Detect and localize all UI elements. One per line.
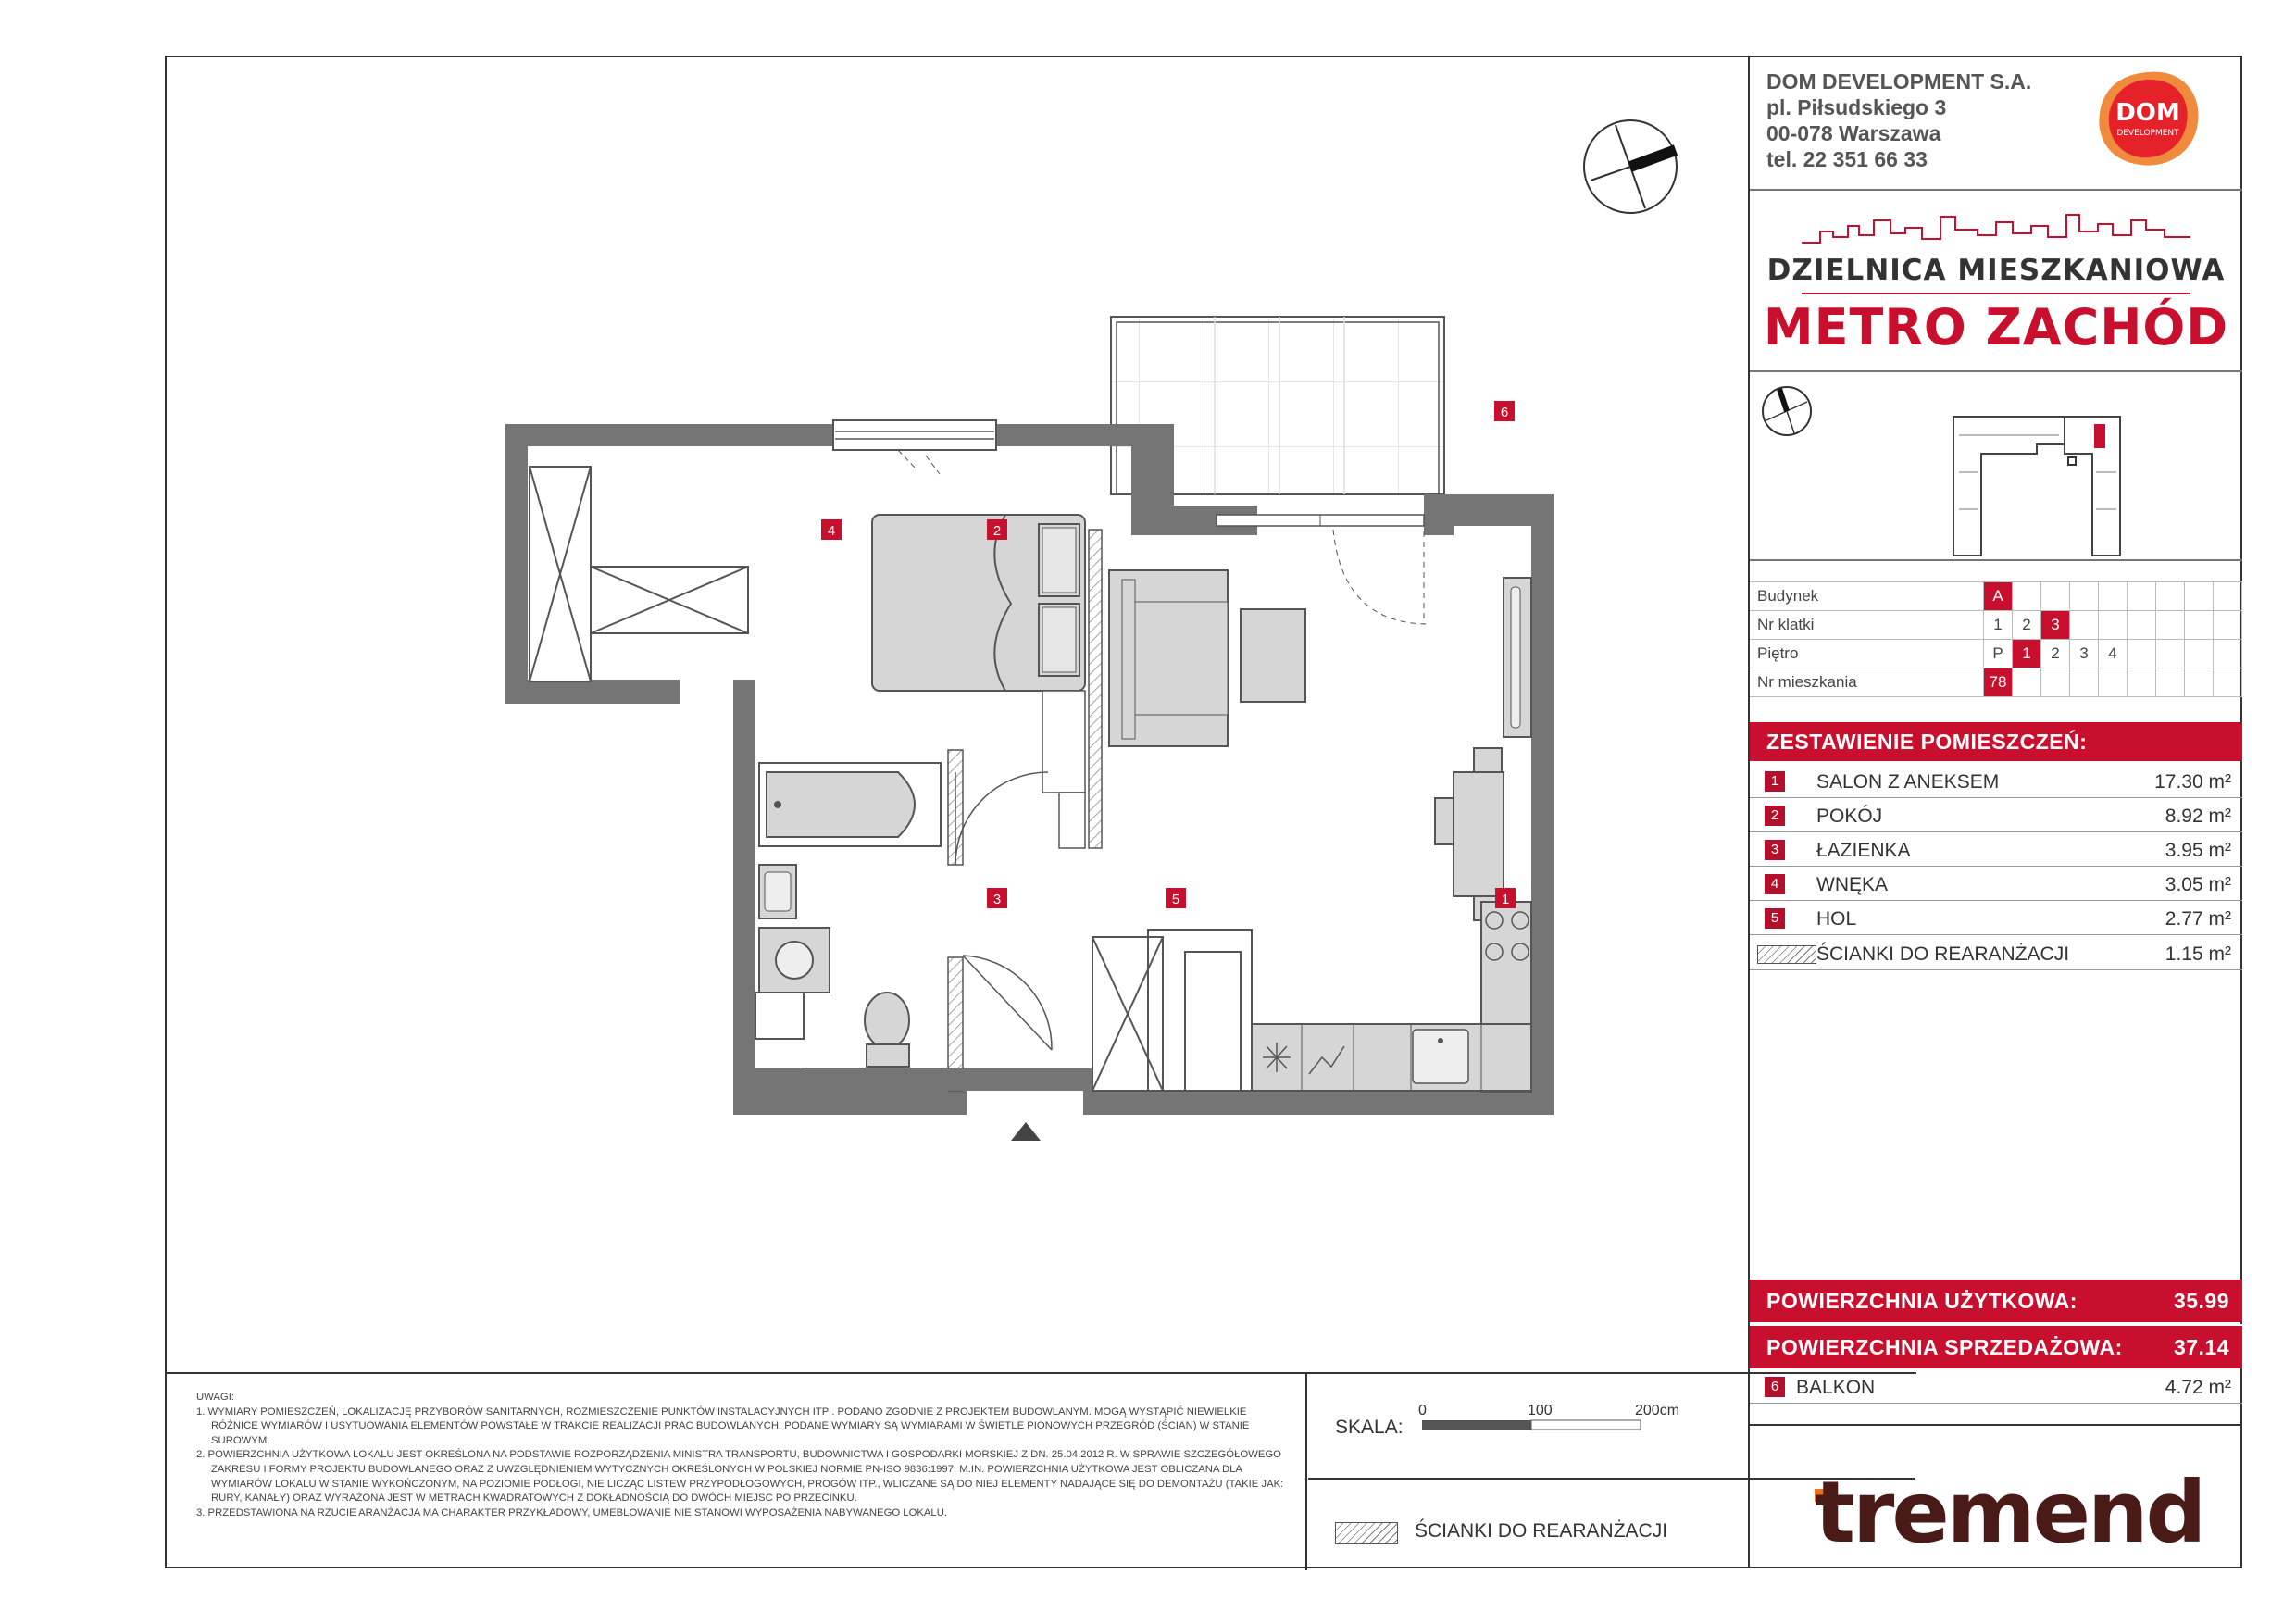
fridge-icon	[1263, 1043, 1291, 1072]
usable-value: 35.99	[2173, 1289, 2229, 1313]
balcony-name: BALKON	[1796, 1377, 1876, 1398]
usable-label: POWIERZCHNIA UŻYTKOWA:	[1766, 1289, 2078, 1313]
location-cell-empty	[2185, 668, 2214, 697]
tv-cabinet	[1504, 578, 1531, 737]
floor-plan	[167, 57, 1913, 1372]
bed	[872, 515, 1085, 691]
location-cell: P	[1984, 640, 2013, 668]
company-name: DOM DEVELOPMENT S.A.	[1766, 69, 2032, 94]
north-compass-icon	[1584, 120, 1677, 213]
wall-bottom-bath	[755, 1068, 1137, 1091]
location-cell-empty	[2214, 582, 2242, 611]
brand-underline	[1802, 293, 2190, 294]
location-row-label: Nr klatki	[1750, 611, 1984, 640]
location-cell: 3	[2041, 611, 2070, 640]
location-row	[1750, 582, 2242, 611]
info-panel	[1748, 56, 2242, 1568]
sink	[759, 865, 796, 918]
location-cell: 2	[2013, 611, 2041, 640]
location-cell: A	[1984, 582, 2013, 611]
room-name: HOL	[1816, 908, 1857, 930]
room-badge-label: 2	[992, 523, 1002, 539]
note-2: 2. POWIERZCHNIA UŻYTKOWA LOKALU JEST OKREŚLONA NA PODSTAWIE ROZPORZĄDZENIA MINISTRA TRANSPORTU, BUDOWNICTWA I GOSPODARKI MORSKIEJ Z DN. 25.04.2012 R. W SPRAWIE SZCZEGÓŁOWEGO ZAKRESU I FORMY PROJEKTU BUDOWLANEGO ORAZ Z UWZGLĘDNIENIEM WYTYCZNYCH OKREŚLONYCH W POLSKIEJ NORMIE PN-ISO 9836:1997, M.IN. POWIERZCHNIA UŻYTKOWA JEST OBLICZANA DLA WYMIARÓW LOKALU W STANIE WYKOŃCZONYM, NA POZIOMIE PODŁOGI, NIE LICZĄC LISTEW PRZYPODŁOGOWYCH, PROGÓW ITP., WLICZANE SĄ DO NIEJ ELEMENTY NADAJĄCE SIĘ DO DEMONTAŻU (TAKIE JAK: RURY, KANAŁY) ORAZ WYRAŻONA JEST W METRACH KWADRATOWYCH Z DOKŁADNOŚCIĄ DO DWÓCH MIEJSC PO PRZECINKU.	[196, 1449, 1284, 1505]
room-badge-label: 6	[1500, 405, 1509, 420]
location-row-label: Nr mieszkania	[1750, 668, 1984, 697]
room-row	[1750, 900, 2242, 935]
location-cell-empty	[2041, 668, 2070, 697]
room-number: 1	[1765, 771, 1785, 792]
room-badge-1	[1495, 888, 1516, 908]
location-row	[1750, 640, 2242, 668]
scale-tick-200: 200cm	[1635, 1403, 1680, 1418]
room-badge-label: 4	[827, 523, 836, 539]
location-cell-empty	[2099, 668, 2128, 697]
location-cell-empty	[2070, 582, 2099, 611]
location-cell-empty	[2099, 611, 2128, 640]
location-cell-empty	[2156, 611, 2185, 640]
balcony-row	[1750, 1368, 2242, 1404]
divider	[1750, 189, 2242, 191]
bathtub	[759, 763, 941, 846]
location-cell: 3	[2070, 640, 2099, 668]
location-cell-empty	[2185, 640, 2214, 668]
room-badge-label: 3	[992, 892, 1002, 907]
location-cell-empty	[2041, 582, 2070, 611]
tremend-logo: tremend	[1815, 1463, 2204, 1562]
room-row	[1750, 797, 2242, 832]
location-cell-empty	[2070, 611, 2099, 640]
location-cell-empty	[2013, 668, 2041, 697]
washing-machine	[759, 928, 830, 993]
location-cell-empty	[2156, 640, 2185, 668]
entrance-marker-icon	[1011, 1122, 1041, 1141]
room-name: POKÓJ	[1816, 806, 1883, 827]
company-street: pl. Piłsudskiego 3	[1766, 95, 1947, 119]
room-badge-2	[987, 519, 1007, 540]
divider	[1750, 1424, 2242, 1426]
project-line2: METRO ZACHÓD	[1763, 298, 2229, 356]
divider	[1750, 370, 2242, 372]
wardrobe	[530, 467, 748, 681]
room-badge-label: 5	[1171, 892, 1180, 907]
kitchen-sink-icon	[1413, 1030, 1468, 1083]
hall-wardrobe	[1092, 937, 1163, 1091]
room-row	[1750, 763, 2242, 798]
location-cell-empty	[2128, 611, 2156, 640]
company-city: 00-078 Warszawa	[1766, 121, 1941, 145]
location-cell-empty	[2156, 668, 2185, 697]
room-area: 17.30 m²	[2154, 771, 2231, 793]
room-badge-label: 1	[1501, 892, 1510, 907]
location-cell-empty	[2185, 582, 2214, 611]
key-plan	[1750, 380, 2242, 565]
logo-subtext: DEVELOPMENT	[2116, 129, 2179, 138]
location-cell: 4	[2099, 640, 2128, 668]
logo-text: DOM	[2115, 99, 2180, 127]
room-number: 3	[1765, 840, 1785, 860]
room-badge-5	[1166, 888, 1186, 908]
room-row	[1750, 866, 2242, 901]
room-row	[1750, 831, 2242, 867]
scale-tick-0: 0	[1418, 1403, 1427, 1418]
partition-area: 1.15 m²	[2165, 943, 2231, 965]
room-area: 2.77 m²	[2165, 908, 2231, 930]
location-cell-empty	[2128, 582, 2156, 611]
location-cell-empty	[2214, 668, 2242, 697]
hatch-swatch	[1757, 945, 1816, 964]
location-cell-empty	[2214, 611, 2242, 640]
skyline-icon	[1802, 209, 2190, 246]
location-row-label: Budynek	[1750, 582, 1984, 611]
location-row-label: Piętro	[1750, 640, 1984, 668]
note-1: 1. WYMIARY POMIESZCZEŃ, LOKALIZACJĘ PRZYBORÓW SANITARNYCH, ROZMIESZCZENIE PUNKTÓW INSTALACYJNYCH ITP . PODANO ZGODNIE Z PROJEKTEM BUDOWLANYM. MOGĄ WYSTĄPIĆ NIEWIELKIE RÓŻNICE WYMIARÓW I USYTUOWANIA ELEMENTÓW POWSTAŁE W TRAKCIE REALIZACJI PRAC BUDOWLANYCH. PODANE WYMIARY SĄ WYMIARAMI W ŚWIETLE PIONOWYCH PRZEGRÓD (ŚCIAN) W STANIE SUROWYM.	[196, 1405, 1250, 1446]
location-cell: 78	[1984, 668, 2013, 697]
oven-column	[1185, 952, 1241, 1091]
partition-row	[1750, 935, 2242, 970]
north-compass-small-icon	[1763, 387, 1811, 435]
room-number: 4	[1765, 874, 1785, 894]
sofa	[1109, 570, 1228, 746]
location-row	[1750, 611, 2242, 640]
scale-label: SKALA:	[1335, 1417, 1404, 1438]
scale-bar	[1418, 1393, 1696, 1448]
room-badge-3	[987, 888, 1007, 908]
room-area: 8.92 m²	[2165, 806, 2231, 827]
dining-table	[1435, 748, 1504, 920]
location-cell-empty	[2185, 611, 2214, 640]
location-cell: 1	[1984, 611, 2013, 640]
balcony-number: 6	[1765, 1377, 1785, 1397]
location-cell-empty	[2070, 668, 2099, 697]
sale-area-row	[1750, 1324, 2242, 1368]
room-area: 3.95 m²	[2165, 840, 2231, 861]
room-name: SALON Z ANEKSEM	[1816, 771, 2000, 793]
project-line1: DZIELNICA MIESZKANIOWA	[1766, 254, 2226, 287]
bathroom-door	[955, 772, 1048, 865]
room-name: ŁAZIENKA	[1816, 840, 1911, 861]
room-door	[963, 956, 1052, 1050]
location-cell-empty	[2013, 582, 2041, 611]
company-phone: tel. 22 351 66 33	[1766, 147, 1928, 171]
divider	[1750, 559, 2242, 561]
note-3: 3. PRZEDSTAWIONA NA RZUCIE ARANŻACJA MA CHARAKTER PRZYKŁADOWY, UMEBLOWANIE NIE STANOWI WYPOSAŻENIA NABYWANEGO LOKALU.	[196, 1506, 948, 1518]
location-cell-empty	[2156, 582, 2185, 611]
location-cell: 1	[2013, 640, 2041, 668]
sale-value: 37.14	[2173, 1335, 2229, 1359]
location-cell-empty	[2128, 668, 2156, 697]
location-cell: 2	[2041, 640, 2070, 668]
apartment-highlight	[2094, 424, 2105, 448]
usable-area-row	[1750, 1280, 2242, 1322]
company-info	[1766, 69, 2031, 172]
room-badge-4	[821, 519, 842, 540]
scale-tick-100: 100	[1528, 1403, 1553, 1418]
location-cell-empty	[2128, 640, 2156, 668]
room-number: 5	[1765, 908, 1785, 929]
room-name: WNĘKA	[1816, 874, 1889, 895]
notes-heading: UWAGI:	[196, 1392, 235, 1403]
toilet	[755, 993, 909, 1067]
location-table	[1750, 581, 2242, 697]
room-number: 2	[1765, 806, 1785, 826]
kitchen-counter	[1252, 902, 1531, 1093]
coffee-table	[1241, 609, 1305, 702]
legend-hatch-swatch	[1335, 1522, 1398, 1544]
location-cell-empty	[2214, 640, 2242, 668]
sale-label: POWIERZCHNIA SPRZEDAŻOWA:	[1766, 1335, 2123, 1359]
legend-label: ŚCIANKI DO REARANŻACJI	[1415, 1520, 1668, 1542]
room-badge-6	[1494, 401, 1515, 421]
window-room2	[833, 420, 996, 474]
room-area: 3.05 m²	[2165, 874, 2231, 895]
location-cell-empty	[2099, 582, 2128, 611]
dom-development-logo	[2092, 69, 2203, 170]
notes	[196, 1391, 1289, 1520]
partition-name: ŚCIANKI DO REARANŻACJI	[1816, 943, 2070, 965]
location-row	[1750, 668, 2242, 697]
rooms-heading: ZESTAWIENIE POMIESZCZEŃ:	[1750, 722, 2242, 761]
balcony-area: 4.72 m²	[2165, 1377, 2231, 1398]
